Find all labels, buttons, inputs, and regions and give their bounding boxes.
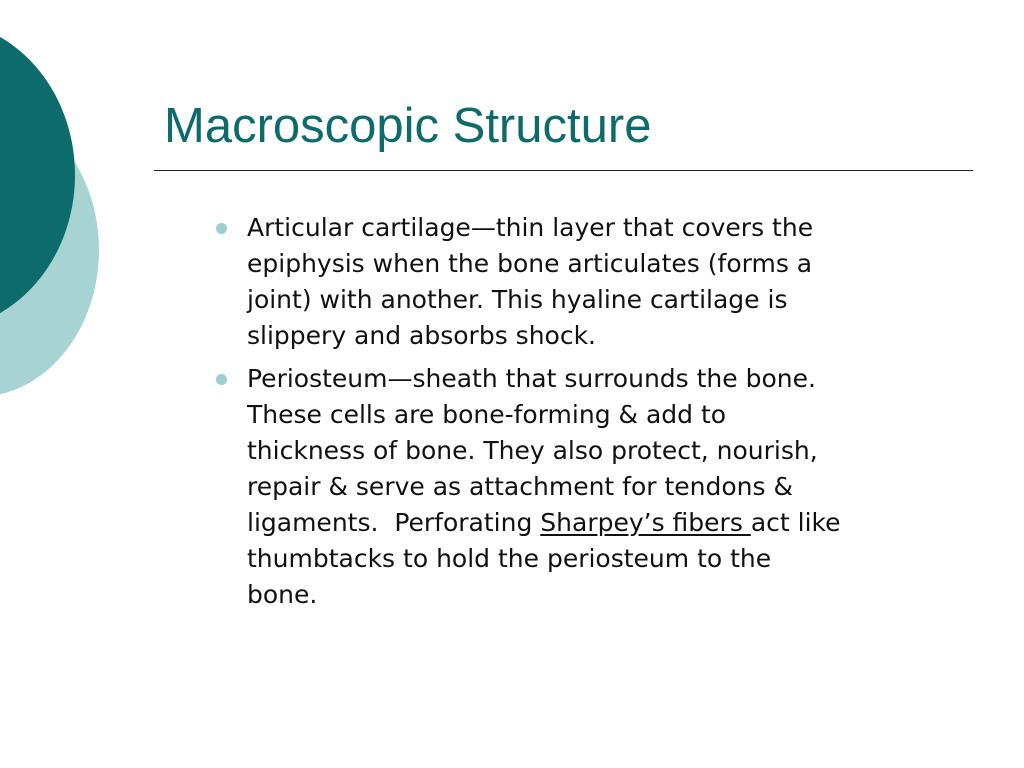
bullet-line: epiphysis when the bone articulates (forms a — [247, 249, 813, 278]
bullet-dot-icon — [216, 223, 227, 234]
bullet-line: thumbtacks to hold the periosteum to the — [247, 544, 772, 573]
bullet-line: joint) with another. This hyaline cartilage is — [247, 285, 788, 314]
bullet-item-periosteum — [214, 361, 994, 613]
bullet-line-prefix: ligaments. Perforating — [247, 508, 541, 537]
bullet-line: thickness of bone. They also protect, nourish, — [247, 436, 818, 465]
bullet-dot-icon — [216, 374, 227, 385]
bullet-line: Articular cartilage—thin layer that covers the — [247, 213, 814, 242]
bullet-line: slippery and absorbs shock. — [247, 321, 596, 350]
title-divider — [154, 170, 973, 171]
bullet-line-suffix: act like — [750, 508, 841, 537]
bullet-line-with-link — [247, 505, 994, 541]
bullet-list — [214, 210, 994, 620]
bullet-line: Periosteum—sheath that surrounds the bone. — [247, 364, 816, 393]
bullet-item-articular-cartilage — [214, 210, 994, 354]
bullet-line: repair & serve as attachment for tendons & — [247, 472, 793, 501]
sharpeys-fibers-underlined-term: Sharpey’s fibers — [540, 508, 751, 537]
bullet-line: bone. — [247, 580, 318, 609]
bullet-line: These cells are bone-forming & add to — [247, 400, 727, 429]
slide-title: Macroscopic Structure — [164, 99, 652, 153]
